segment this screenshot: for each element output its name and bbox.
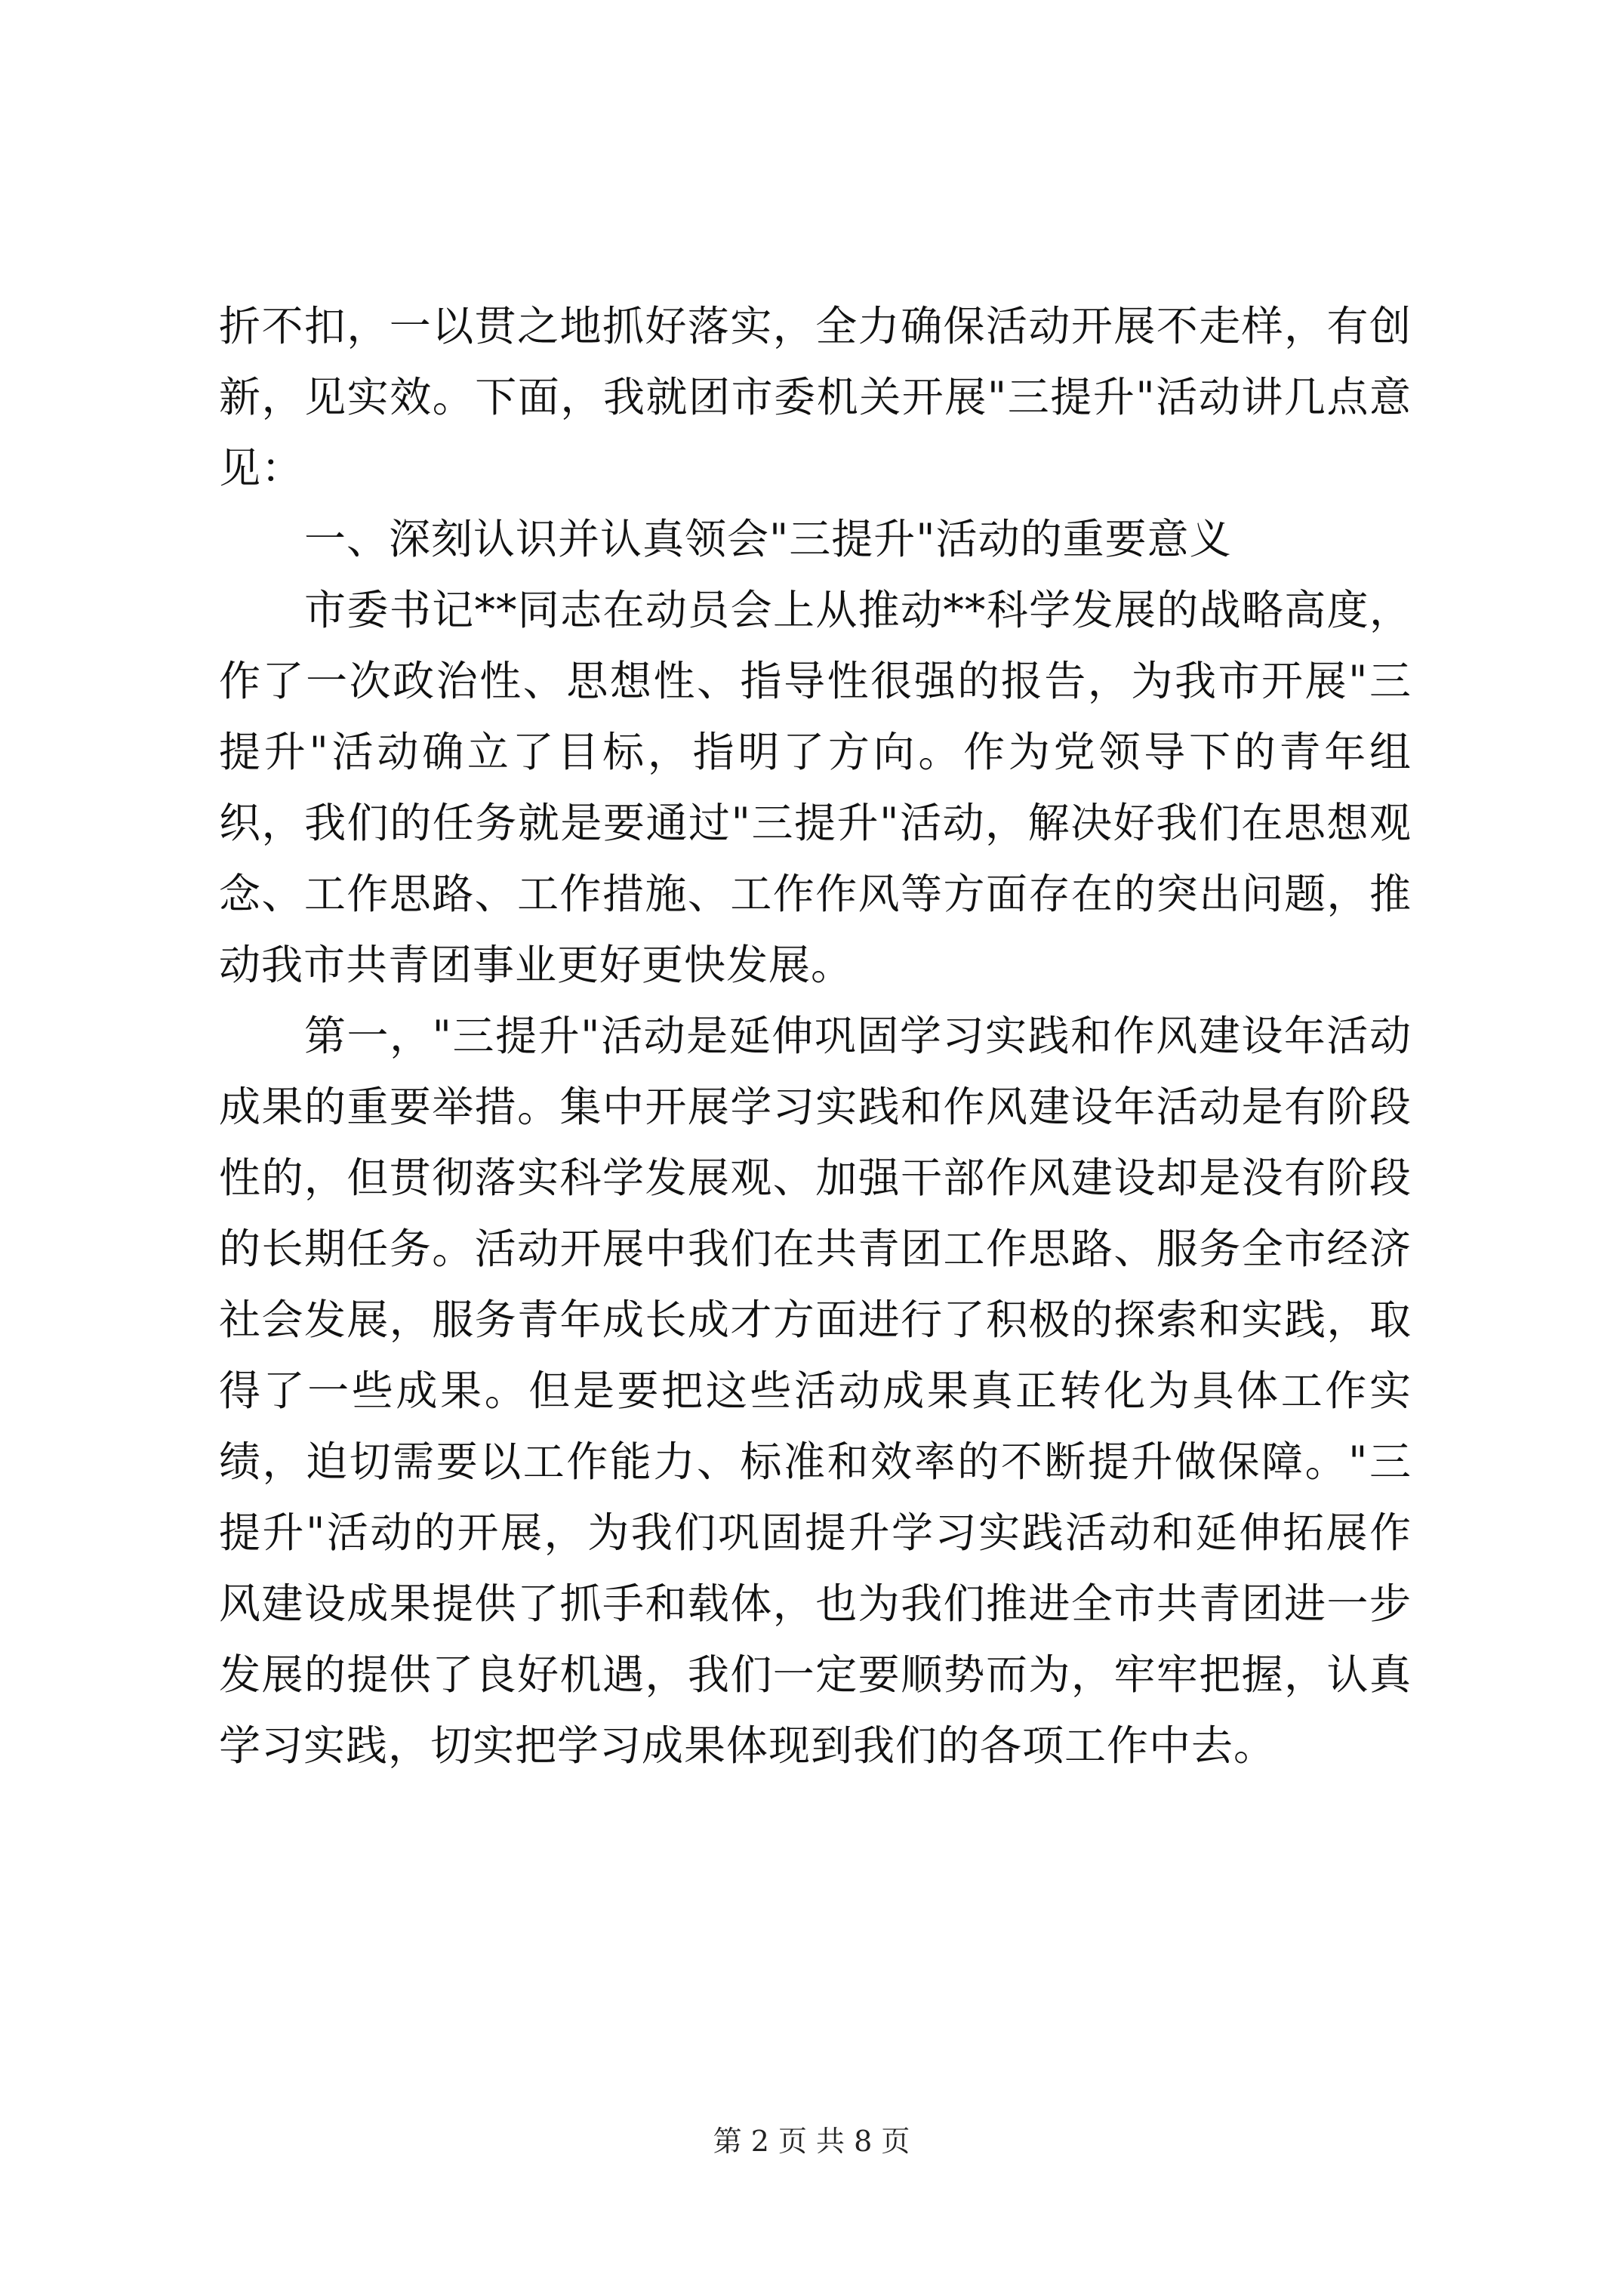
paragraph-body: 第一，"三提升"活动是延伸巩固学习实践和作风建设年活动成果的重要举措。集中开展学习实践和作风建设年活动是有阶段性的，但贯彻落实科学发展观、加强干部作风建设却是没有阶段的长期任务。活动开展中我们在共青团工作思路、服务全市经济社会发展，服务青年成长成才方面进行了积极的探索和实践，取得了一些成果。但是要把这些活动成果真正转化为具体工作实绩，迫切需要以工作能力、标准和效率的不断提升做保障。"三提升"活动的开展，为我们巩固提升学习实践活动和延伸拓展作风建设成果提供了抓手和载体，也为我们推进全市共青团进一步发展的提供了良好机遇，我们一定要顺势而为，牢牢把握，认真学习实践，切实把学习成果体现到我们的各项工作中去。 [219,1012,1412,1770]
paragraph-continuation: 折不扣，一以贯之地抓好落实，全力确保活动开展不走样，有创新，见实效。下面，我就团市委机关开展"三提升"活动讲几点意见： [219,302,1412,492]
paragraph-body: 市委书记**同志在动员会上从推动**科学发展的战略高度，作了一次政治性、思想性、指导性很强的报告，为我市开展"三提升"活动确立了目标，指明了方向。作为党领导下的青年组织，我们的任务就是要通过"三提升"活动，解决好我们在思想观念、工作思路、工作措施、工作作风等方面存在的突出问题，推动我市共青团事业更好更快发展。 [219,586,1412,989]
page-number-footer: 第 2 页 共 8 页 [713,2125,910,2158]
section-heading: 一、深刻认识并认真领会"三提升"活动的重要意义 [304,515,1232,563]
document-body [219,291,1412,1781]
